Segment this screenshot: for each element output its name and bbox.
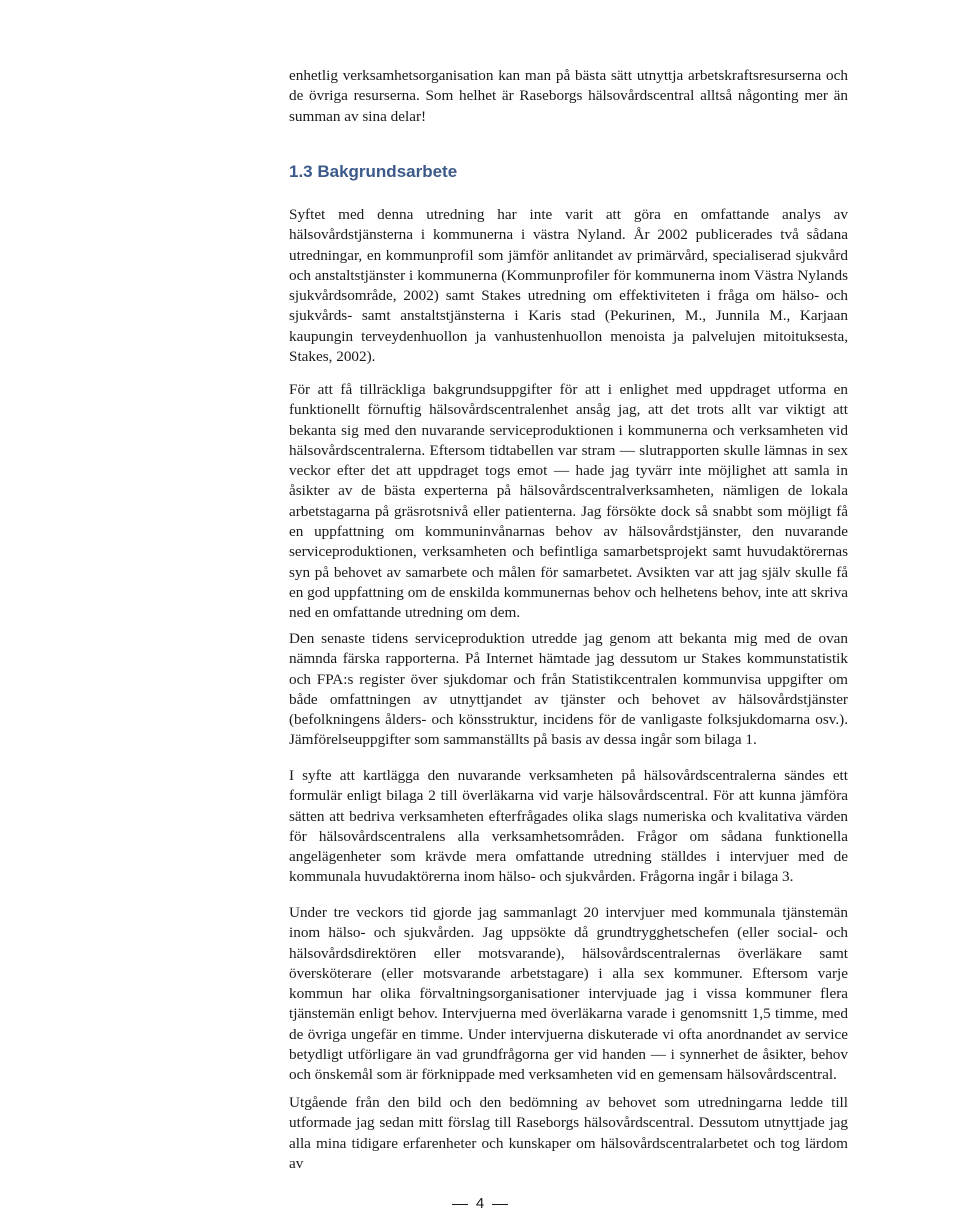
section-heading: 1.3 Bakgrundsarbete (289, 162, 458, 181)
body-paragraph-5: Under tre veckors tid gjorde jag sammanlagt 20 intervjuer med kommunala tjänstemän inom hälso- och sjukvården. Jag uppsökte då grundtrygghetschefen (eller social- och hälsovårdsdirektören eller motsvarande), hälsovårdscentralernas överläkare samt översköterare (eller motsvarande arbetstagare) i alla sex kommuner. Eftersom varje kommun har olika förvaltningsorganisationer intervjuade jag i vissa kommuner flera tjänstemän enligt behov. Intervjuerna med överläkarna varade i genomsnitt 1,5 timme, med de övriga ungefär en timme. Under intervjuerna diskuterade vi ofta anordnandet av service betydligt utförligare än vad grundfrågorna ger vid handen — i synnerhet de åsikter, behov och önskemål som är förknippade med verksamheten vid en gemensam hälsovårdscentral. (289, 904, 848, 1084)
page-footer (0, 1195, 960, 1212)
body-paragraph-6: Utgående från den bild och den bedömning av behovet som utredningarna ledde till utformade jag sedan mitt förslag till Raseborgs hälsovårdscentral. Dessutom utnyttjade jag alla mina tidigare erfarenheter och kunskaper om hälsovårdscentralarbetet och tog lärdom av (289, 1094, 848, 1172)
body-paragraph-4: I syfte att kartlägga den nuvarande verksamheten på hälsovårdscentralerna sändes ett formulär enligt bilaga 2 till överläkarna vid varje hälsovårdscentral. För att kunna jämföra sätten att bedriva verksamheten efterfrågades olika slags numeriska och kvalitativa värden för hälsovårdscentralens alla verksamhetsområden. Frågor om sådana funktionella angelägenheter som krävde mera omfattande utredning ställdes i intervjuer med de kommunala huvudaktörerna inom hälso- och sjukvården. Frågorna ingår i bilaga 3. (289, 767, 848, 886)
body-paragraph-2: För att få tillräckliga bakgrundsuppgifter för att i enlighet med uppdraget utforma en funktionellt förnuftig hälsovårdscentralenhet ansåg jag, att det trots allt var viktigt att bekanta sig med den nuvarande serviceproduktionen i kommunerna och verksamheten vid hälsovårdscentralerna. Eftersom tidtabellen var stram — slutrapporten skulle lämnas in sex veckor efter det att uppdraget togs emot — hade jag tyvärr inte möjlighet att samla in åsikter av de bästa experterna på hälsovårdscentralverksamheten, nämligen de lokala arbetstagarna på gräsrotsnivå eller patienterna. Jag försökte dock så snabbt som möjligt få en uppfattning om kommuninvånarnas behov av hälsovårdstjänster, den nuvarande serviceproduktionen, verksamheten och befintliga samarbetsprojekt samt huvudaktörernas syn på behovet av samarbete och målen för samarbetet. Avsikten var att jag själv skulle få en god uppfattning om de enskilda kommunernas behov och helhetens behov, inte att skriva ned en omfattande utredning om dem. (289, 381, 848, 622)
footer-dash-right (492, 1204, 508, 1205)
intro-paragraph: enhetlig verksamhetsorganisation kan man på bästa sätt utnyttja arbetskraftsresurserna och de övriga resurserna. Som helhet är Raseborgs hälsovårdscentral alltså någonting mer än summan av sina delar! (289, 67, 848, 125)
body-paragraph-3: Den senaste tidens serviceproduktion utredde jag genom att bekanta mig med de ovan nämnda färska rapporterna. På Internet hämtade jag dessutom ur Stakes kommunstatistik och FPA:s register över sjukdomar och från Statistikcentralen kommunvisa uppgifter om både omfattningen av utnyttjandet av tjänster och behovet av hälsovårdstjänster (befolkningens ålders- och könsstruktur, incidens för de vanligaste folksjukdomarna osv.). Jämförelseuppgifter som sammanställts på basis av dessa ingår som bilaga 1. (289, 630, 848, 749)
body-paragraph-1: Syftet med denna utredning har inte varit att göra en omfattande analys av hälsovårdstjänsterna i kommunerna i västra Nyland. År 2002 publicerades två sådana utredningar, en kommunprofil som jämför anlitandet av primärvård, specialiserad sjukvård och anstaltstjänster i kommunerna (Kommunprofiler för kommunerna inom Västra Nylands sjukvårdsområde, 2002) samt Stakes utredning om effektiviteten i fråga om hälso- och sjukvårds- samt anstaltstjänsterna i Karis stad (Pekurinen, M., Junnila M., Karjaan kaupungin terveydenhuollon ja vanhustenhuollon menoista ja palvelujen mitoituksesta, Stakes, 2002). (289, 206, 848, 366)
page-number: 4 (475, 1195, 485, 1212)
footer-dash-left (452, 1204, 468, 1205)
